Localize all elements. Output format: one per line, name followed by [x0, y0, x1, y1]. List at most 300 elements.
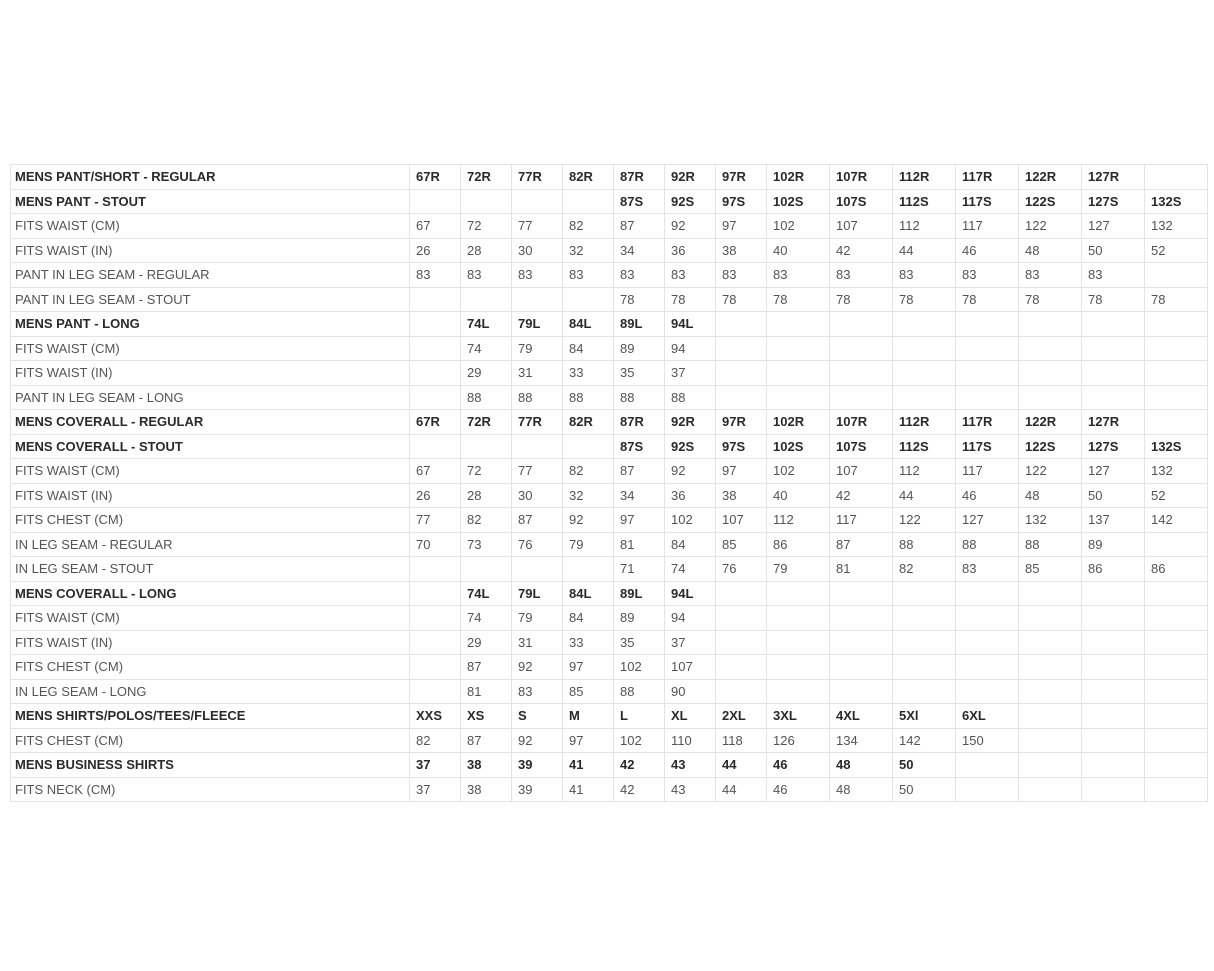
- value-cell: 77R: [512, 165, 563, 190]
- value-cell: 142: [1145, 508, 1208, 533]
- value-cell: 89L: [614, 312, 665, 337]
- value-cell: [410, 655, 461, 680]
- value-cell: 35: [614, 630, 665, 655]
- value-cell: 102S: [767, 189, 830, 214]
- value-cell: 87: [512, 508, 563, 533]
- value-cell: [1145, 753, 1208, 778]
- value-cell: 117R: [956, 410, 1019, 435]
- row-label-cell: IN LEG SEAM - LONG: [11, 679, 410, 704]
- value-cell: [767, 606, 830, 631]
- value-cell: 122R: [1019, 410, 1082, 435]
- value-cell: 92: [512, 728, 563, 753]
- value-cell: 92: [512, 655, 563, 680]
- value-cell: 83: [563, 263, 614, 288]
- row-label-cell: MENS SHIRTS/POLOS/TEES/FLEECE: [11, 704, 410, 729]
- value-cell: 4XL: [830, 704, 893, 729]
- value-cell: [716, 312, 767, 337]
- value-cell: 29: [461, 361, 512, 386]
- value-cell: [956, 777, 1019, 802]
- value-cell: 88: [512, 385, 563, 410]
- value-cell: 77: [512, 459, 563, 484]
- value-cell: [893, 336, 956, 361]
- table-row: [11, 312, 1208, 337]
- value-cell: 78: [956, 287, 1019, 312]
- value-cell: 89: [1082, 532, 1145, 557]
- size-chart-section: [10, 164, 1207, 802]
- value-cell: [767, 630, 830, 655]
- value-cell: 117: [956, 459, 1019, 484]
- value-cell: 107: [665, 655, 716, 680]
- value-cell: 97R: [716, 165, 767, 190]
- value-cell: [1082, 336, 1145, 361]
- value-cell: 37: [665, 361, 716, 386]
- table-row: [11, 728, 1208, 753]
- table-row: [11, 753, 1208, 778]
- table-row: [11, 459, 1208, 484]
- value-cell: 127R: [1082, 410, 1145, 435]
- table-row: [11, 606, 1208, 631]
- value-cell: 112S: [893, 189, 956, 214]
- value-cell: 102: [767, 459, 830, 484]
- value-cell: 142: [893, 728, 956, 753]
- value-cell: 42: [614, 753, 665, 778]
- value-cell: 3XL: [767, 704, 830, 729]
- value-cell: M: [563, 704, 614, 729]
- value-cell: 74L: [461, 581, 512, 606]
- value-cell: 83: [665, 263, 716, 288]
- value-cell: S: [512, 704, 563, 729]
- row-label-cell: MENS COVERALL - LONG: [11, 581, 410, 606]
- value-cell: 117S: [956, 189, 1019, 214]
- value-cell: 107S: [830, 189, 893, 214]
- value-cell: 40: [767, 238, 830, 263]
- value-cell: 107R: [830, 410, 893, 435]
- value-cell: 110: [665, 728, 716, 753]
- value-cell: 5Xl: [893, 704, 956, 729]
- value-cell: [830, 336, 893, 361]
- table-row: [11, 704, 1208, 729]
- value-cell: 39: [512, 777, 563, 802]
- value-cell: 92R: [665, 165, 716, 190]
- value-cell: 38: [461, 777, 512, 802]
- row-label-cell: FITS WAIST (CM): [11, 214, 410, 239]
- value-cell: 112: [767, 508, 830, 533]
- value-cell: 87R: [614, 165, 665, 190]
- value-cell: 84L: [563, 312, 614, 337]
- value-cell: 82: [461, 508, 512, 533]
- value-cell: 84: [563, 606, 614, 631]
- value-cell: [830, 679, 893, 704]
- table-row: [11, 508, 1208, 533]
- value-cell: 132: [1145, 214, 1208, 239]
- value-cell: 122S: [1019, 434, 1082, 459]
- value-cell: [1082, 728, 1145, 753]
- value-cell: [512, 189, 563, 214]
- value-cell: 97: [716, 459, 767, 484]
- value-cell: 35: [614, 361, 665, 386]
- value-cell: 82: [410, 728, 461, 753]
- value-cell: 79L: [512, 581, 563, 606]
- value-cell: [410, 385, 461, 410]
- value-cell: [956, 361, 1019, 386]
- value-cell: 132: [1019, 508, 1082, 533]
- row-label-cell: MENS PANT/SHORT - REGULAR: [11, 165, 410, 190]
- value-cell: [1019, 777, 1082, 802]
- value-cell: 76: [512, 532, 563, 557]
- value-cell: [1019, 385, 1082, 410]
- value-cell: 38: [716, 238, 767, 263]
- value-cell: 94L: [665, 312, 716, 337]
- value-cell: [1145, 165, 1208, 190]
- value-cell: [1145, 581, 1208, 606]
- value-cell: [767, 385, 830, 410]
- value-cell: [1082, 679, 1145, 704]
- value-cell: 89: [614, 606, 665, 631]
- table-row: [11, 287, 1208, 312]
- value-cell: [893, 679, 956, 704]
- value-cell: [563, 287, 614, 312]
- value-cell: XL: [665, 704, 716, 729]
- value-cell: 87S: [614, 189, 665, 214]
- value-cell: 78: [830, 287, 893, 312]
- value-cell: [410, 434, 461, 459]
- value-cell: 83: [1019, 263, 1082, 288]
- value-cell: 78: [665, 287, 716, 312]
- table-row: [11, 336, 1208, 361]
- value-cell: 134: [830, 728, 893, 753]
- value-cell: 43: [665, 753, 716, 778]
- value-cell: [1082, 655, 1145, 680]
- value-cell: 78: [1145, 287, 1208, 312]
- value-cell: [716, 336, 767, 361]
- value-cell: 127R: [1082, 165, 1145, 190]
- value-cell: 41: [563, 753, 614, 778]
- value-cell: 50: [893, 753, 956, 778]
- value-cell: 97S: [716, 434, 767, 459]
- value-cell: 83: [512, 263, 563, 288]
- row-label-cell: IN LEG SEAM - REGULAR: [11, 532, 410, 557]
- value-cell: 126: [767, 728, 830, 753]
- value-cell: 88: [665, 385, 716, 410]
- value-cell: 87: [614, 459, 665, 484]
- value-cell: 79: [767, 557, 830, 582]
- value-cell: 79L: [512, 312, 563, 337]
- value-cell: 83: [893, 263, 956, 288]
- value-cell: 42: [830, 483, 893, 508]
- value-cell: 112S: [893, 434, 956, 459]
- value-cell: 81: [614, 532, 665, 557]
- value-cell: [512, 287, 563, 312]
- value-cell: 82R: [563, 410, 614, 435]
- value-cell: 33: [563, 361, 614, 386]
- value-cell: 86: [1145, 557, 1208, 582]
- value-cell: 70: [410, 532, 461, 557]
- value-cell: 102: [614, 728, 665, 753]
- value-cell: [1082, 581, 1145, 606]
- value-cell: 122S: [1019, 189, 1082, 214]
- value-cell: [1019, 655, 1082, 680]
- value-cell: 40: [767, 483, 830, 508]
- value-cell: [1145, 336, 1208, 361]
- value-cell: 30: [512, 238, 563, 263]
- row-label-cell: FITS WAIST (IN): [11, 238, 410, 263]
- value-cell: 31: [512, 361, 563, 386]
- value-cell: [716, 606, 767, 631]
- value-cell: 79: [563, 532, 614, 557]
- value-cell: [830, 581, 893, 606]
- value-cell: [1082, 312, 1145, 337]
- value-cell: 38: [716, 483, 767, 508]
- value-cell: 83: [830, 263, 893, 288]
- value-cell: 87: [614, 214, 665, 239]
- value-cell: 92S: [665, 189, 716, 214]
- row-label-cell: FITS CHEST (CM): [11, 655, 410, 680]
- value-cell: [1082, 777, 1145, 802]
- value-cell: 44: [893, 238, 956, 263]
- value-cell: XXS: [410, 704, 461, 729]
- value-cell: [956, 630, 1019, 655]
- value-cell: [893, 312, 956, 337]
- value-cell: 81: [830, 557, 893, 582]
- value-cell: 84: [563, 336, 614, 361]
- value-cell: [830, 312, 893, 337]
- value-cell: 127: [1082, 214, 1145, 239]
- value-cell: 94: [665, 606, 716, 631]
- value-cell: [563, 557, 614, 582]
- value-cell: 43: [665, 777, 716, 802]
- value-cell: [893, 361, 956, 386]
- value-cell: 102: [767, 214, 830, 239]
- value-cell: [956, 336, 1019, 361]
- value-cell: 46: [956, 238, 1019, 263]
- value-cell: [1145, 385, 1208, 410]
- row-label-cell: PANT IN LEG SEAM - LONG: [11, 385, 410, 410]
- value-cell: [1145, 312, 1208, 337]
- value-cell: 71: [614, 557, 665, 582]
- value-cell: 87: [461, 728, 512, 753]
- value-cell: 82R: [563, 165, 614, 190]
- value-cell: [767, 679, 830, 704]
- value-cell: [956, 679, 1019, 704]
- value-cell: [563, 434, 614, 459]
- value-cell: 107: [716, 508, 767, 533]
- value-cell: 82: [563, 214, 614, 239]
- value-cell: 52: [1145, 238, 1208, 263]
- value-cell: 50: [1082, 483, 1145, 508]
- value-cell: 84: [665, 532, 716, 557]
- value-cell: 32: [563, 483, 614, 508]
- row-label-cell: IN LEG SEAM - STOUT: [11, 557, 410, 582]
- value-cell: 74: [461, 336, 512, 361]
- value-cell: 102R: [767, 165, 830, 190]
- value-cell: 72R: [461, 165, 512, 190]
- value-cell: 112R: [893, 410, 956, 435]
- value-cell: [893, 581, 956, 606]
- value-cell: 107S: [830, 434, 893, 459]
- value-cell: [956, 753, 1019, 778]
- value-cell: 6XL: [956, 704, 1019, 729]
- table-row: [11, 385, 1208, 410]
- value-cell: [830, 606, 893, 631]
- value-cell: [410, 287, 461, 312]
- value-cell: 52: [1145, 483, 1208, 508]
- value-cell: L: [614, 704, 665, 729]
- value-cell: [830, 630, 893, 655]
- value-cell: 132S: [1145, 434, 1208, 459]
- row-label-cell: MENS COVERALL - STOUT: [11, 434, 410, 459]
- value-cell: 83: [767, 263, 830, 288]
- value-cell: [410, 581, 461, 606]
- row-label-cell: FITS WAIST (IN): [11, 361, 410, 386]
- value-cell: [956, 606, 1019, 631]
- value-cell: 48: [1019, 238, 1082, 263]
- value-cell: 92R: [665, 410, 716, 435]
- value-cell: [1082, 630, 1145, 655]
- value-cell: 86: [1082, 557, 1145, 582]
- row-label-cell: MENS COVERALL - REGULAR: [11, 410, 410, 435]
- value-cell: 150: [956, 728, 1019, 753]
- value-cell: [1082, 385, 1145, 410]
- table-row: [11, 679, 1208, 704]
- value-cell: 77: [410, 508, 461, 533]
- value-cell: [410, 606, 461, 631]
- value-cell: 2XL: [716, 704, 767, 729]
- value-cell: [410, 557, 461, 582]
- value-cell: 79: [512, 336, 563, 361]
- value-cell: 67: [410, 214, 461, 239]
- value-cell: 102R: [767, 410, 830, 435]
- value-cell: [1019, 361, 1082, 386]
- value-cell: 87R: [614, 410, 665, 435]
- value-cell: 88: [614, 679, 665, 704]
- value-cell: 102S: [767, 434, 830, 459]
- row-label-cell: FITS NECK (CM): [11, 777, 410, 802]
- value-cell: 29: [461, 630, 512, 655]
- value-cell: 44: [716, 777, 767, 802]
- value-cell: 87S: [614, 434, 665, 459]
- value-cell: 78: [614, 287, 665, 312]
- value-cell: [1145, 777, 1208, 802]
- value-cell: [461, 557, 512, 582]
- value-cell: 112: [893, 459, 956, 484]
- value-cell: 132: [1145, 459, 1208, 484]
- value-cell: 41: [563, 777, 614, 802]
- value-cell: 107: [830, 459, 893, 484]
- value-cell: 81: [461, 679, 512, 704]
- value-cell: 117: [956, 214, 1019, 239]
- table-row: [11, 532, 1208, 557]
- value-cell: 118: [716, 728, 767, 753]
- value-cell: [1145, 410, 1208, 435]
- value-cell: [1145, 728, 1208, 753]
- row-label-cell: FITS WAIST (IN): [11, 483, 410, 508]
- value-cell: 117S: [956, 434, 1019, 459]
- value-cell: 72: [461, 459, 512, 484]
- value-cell: 32: [563, 238, 614, 263]
- row-label-cell: FITS WAIST (CM): [11, 606, 410, 631]
- value-cell: 82: [893, 557, 956, 582]
- value-cell: [1019, 630, 1082, 655]
- value-cell: 117: [830, 508, 893, 533]
- size-chart-table: [10, 164, 1208, 802]
- value-cell: 78: [893, 287, 956, 312]
- table-row: [11, 410, 1208, 435]
- value-cell: [1019, 336, 1082, 361]
- value-cell: [716, 679, 767, 704]
- value-cell: 127: [956, 508, 1019, 533]
- table-row: [11, 581, 1208, 606]
- value-cell: 88: [461, 385, 512, 410]
- value-cell: 84L: [563, 581, 614, 606]
- value-cell: 74L: [461, 312, 512, 337]
- table-row: [11, 777, 1208, 802]
- value-cell: [461, 287, 512, 312]
- value-cell: 92: [563, 508, 614, 533]
- value-cell: [1019, 728, 1082, 753]
- table-row: [11, 630, 1208, 655]
- value-cell: [767, 655, 830, 680]
- value-cell: 88: [956, 532, 1019, 557]
- value-cell: 88: [614, 385, 665, 410]
- table-row: [11, 165, 1208, 190]
- table-row: [11, 434, 1208, 459]
- row-label-cell: PANT IN LEG SEAM - STOUT: [11, 287, 410, 312]
- value-cell: [830, 385, 893, 410]
- value-cell: 85: [716, 532, 767, 557]
- value-cell: 50: [1082, 238, 1145, 263]
- value-cell: 132S: [1145, 189, 1208, 214]
- value-cell: 72: [461, 214, 512, 239]
- row-label-cell: PANT IN LEG SEAM - REGULAR: [11, 263, 410, 288]
- value-cell: [767, 581, 830, 606]
- value-cell: [767, 336, 830, 361]
- table-row: [11, 483, 1208, 508]
- value-cell: 77R: [512, 410, 563, 435]
- value-cell: [1019, 704, 1082, 729]
- value-cell: 83: [461, 263, 512, 288]
- value-cell: [893, 630, 956, 655]
- value-cell: 72R: [461, 410, 512, 435]
- value-cell: 122: [893, 508, 956, 533]
- table-row: [11, 189, 1208, 214]
- value-cell: [830, 655, 893, 680]
- value-cell: [461, 189, 512, 214]
- value-cell: 83: [614, 263, 665, 288]
- value-cell: 122: [1019, 459, 1082, 484]
- value-cell: 97R: [716, 410, 767, 435]
- value-cell: [716, 385, 767, 410]
- value-cell: [1145, 630, 1208, 655]
- value-cell: 31: [512, 630, 563, 655]
- value-cell: 34: [614, 238, 665, 263]
- value-cell: 102: [665, 508, 716, 533]
- row-label-cell: MENS BUSINESS SHIRTS: [11, 753, 410, 778]
- value-cell: 137: [1082, 508, 1145, 533]
- value-cell: 37: [410, 777, 461, 802]
- value-cell: 97: [563, 728, 614, 753]
- value-cell: 73: [461, 532, 512, 557]
- value-cell: 88: [893, 532, 956, 557]
- table-row: [11, 655, 1208, 680]
- value-cell: [1145, 655, 1208, 680]
- value-cell: 48: [1019, 483, 1082, 508]
- value-cell: 28: [461, 238, 512, 263]
- value-cell: 83: [956, 557, 1019, 582]
- value-cell: [956, 655, 1019, 680]
- value-cell: [767, 312, 830, 337]
- value-cell: [512, 434, 563, 459]
- value-cell: 88: [563, 385, 614, 410]
